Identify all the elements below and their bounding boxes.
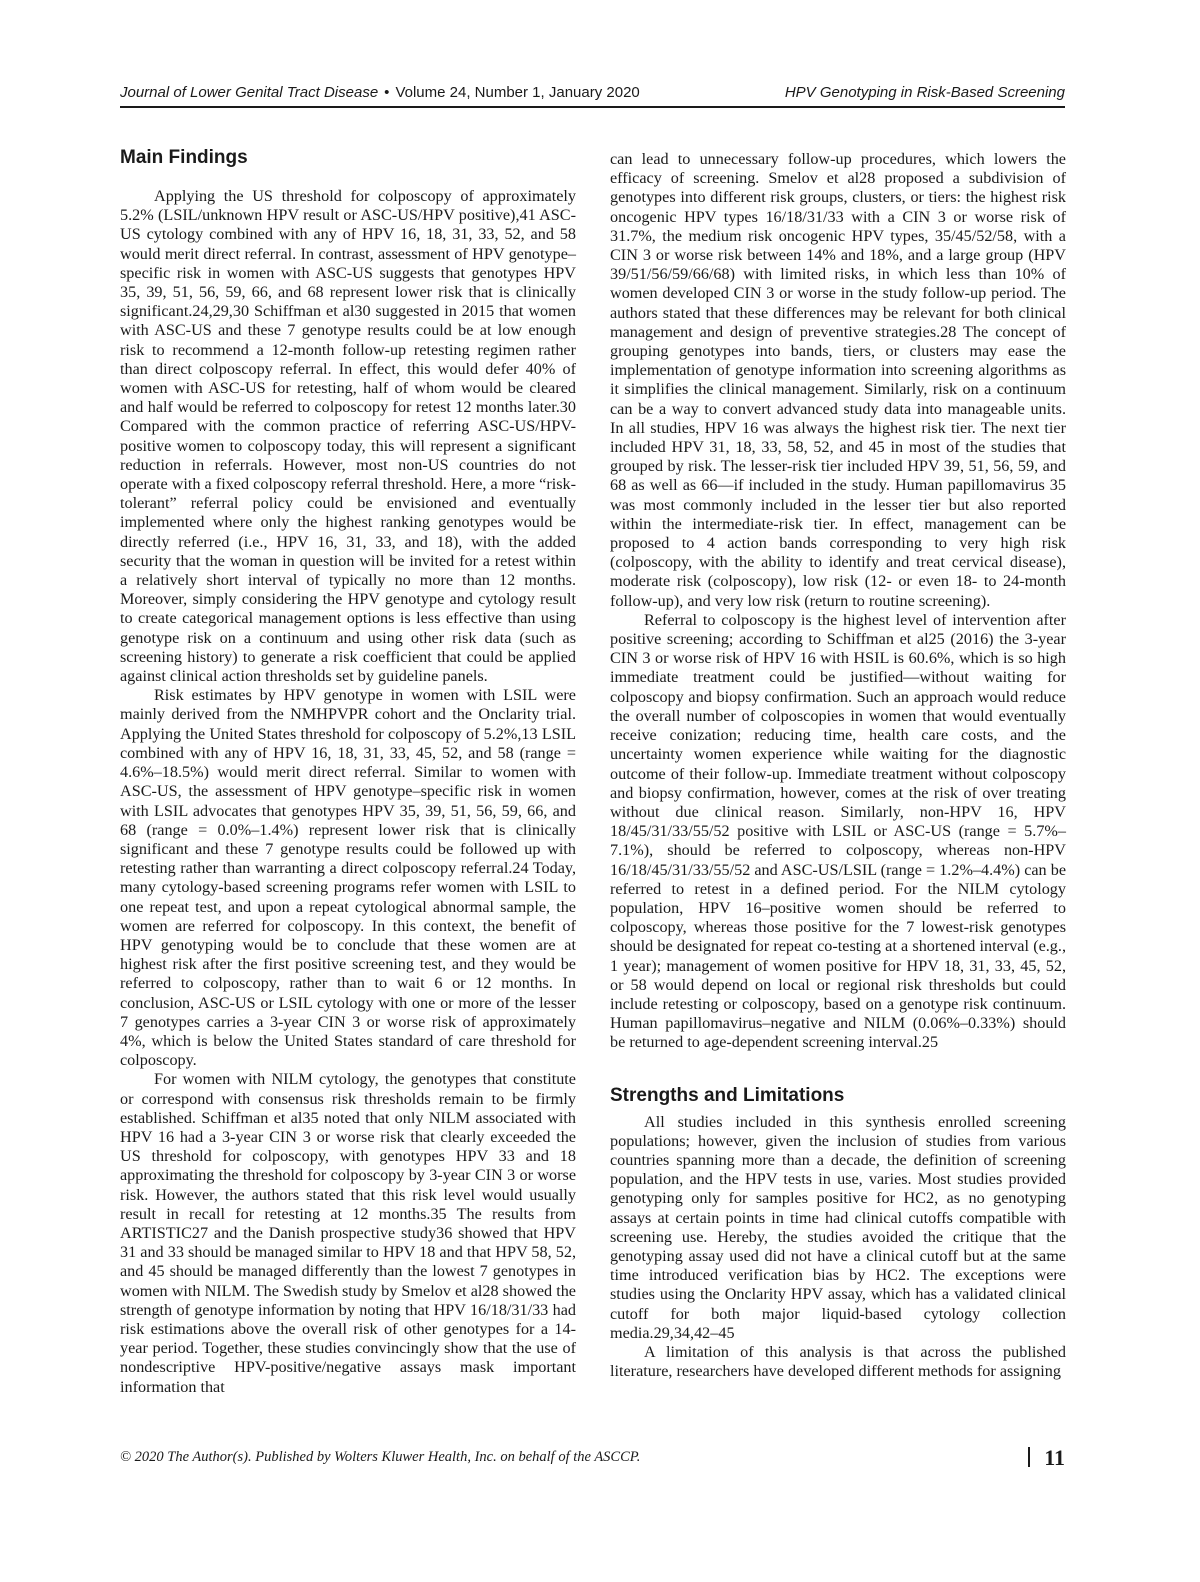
paragraph: can lead to unnecessary follow-up procedures, which lowers the efficacy of screening. Smelov et al28 proposed a subdivision of genotypes into different risk groups, clusters, or tiers: the highest risk oncogenic HPV types 16/18/31/33 with a CIN 3 or worse risk of 31.7%, the medium risk oncogenic HPV types, 35/45/52/58, with a CIN 3 or worse risk between 14% and 18%, and a large group (HPV 39/51/56/59/66/68) with limited risks, in which less than 10% of women developed CIN 3 or worse in the study follow-up period. The authors stated that these differences may be relevant for both clinical management and design of preventive strategies.28 The concept of grouping genotypes into bands, tiers, or clusters may ease the implementation of genotype information into screening algorithms as it simplifies the clinical management. Similarly, risk on a continuum can be a way to convert advanced study data into manageable units. In all studies, HPV 16 was always the highest risk tier. The next tier included HPV 31, 18, 33, 58, 52, and 45 in most of the studies that grouped by risk. The lesser-risk tier included HPV 39, 51, 56, 59, and 68 as well as 66—if included in the study. Human papillomavirus 35 was most commonly included in the lesser tier but also reported within the intermediate-risk tier. In effect, management can be proposed to 4 action bands corresponding to very high risk (colposcopy, with the ability to identify and treat cervical disease), moderate risk (colposcopy), low risk (12- or even 18- to 24-month follow-up), and very low risk (return to routine screening). — [610, 150, 1066, 610]
left-column — [120, 147, 576, 1397]
divider-bar — [1028, 1447, 1030, 1467]
running-header — [120, 84, 1065, 108]
running-title: HPV Genotyping in Risk-Based Screening — [784, 84, 1065, 101]
right-column — [610, 150, 1066, 1381]
paragraph: Applying the US threshold for colposcopy of approximately 5.2% (LSIL/unknown HPV result or ASC-US/HPV positive),41 ASC-US cytology combined with any of HPV 16, 18, 31, 33, 52, and 58 would merit direct referral. In contrast, assessment of HPV genotype–specific risk in women with ASC-US suggests that genotypes HPV 35, 39, 51, 56, 59, 66, and 68 represent lower risk that is clinically significant.24,29,30 Schiffman et al30 suggested in 2015 that women with ASC-US and these 7 genotype results could be at low enough risk to recommend a 12-month follow-up retesting regimen rather than direct colposcopy referral. In effect, this would defer 40% of women with ASC-US for retesting, half of whom would be cleared and half would be referred to colposcopy for retest 12 months later.30 Compared with the common practice of referring ASC-US/HPV-positive women to colposcopy today, this will represent a significant reduction in referrals. However, most non-US countries do not operate with a fixed colposcopy referral threshold. Here, a more “risk-tolerant” referral policy could be envisioned and eventually implemented where only the highest ranking genotypes would be directly referred (i.e., HPV 16, 31, 33, and 18), with the added security that the woman in question will be invited for a retest within a relatively short interval of typically no more than 12 months. Moreover, simply considering the HPV genotype and cytology result to create categorical management options is less effective than using genotype risk on a continuum and using other risk data (such as screening history) to generate a risk coefficient that could be applied against clinical action thresholds set by guideline panels. — [120, 187, 576, 686]
page-footer — [120, 1445, 1065, 1475]
section-heading-strengths-limitations: Strengths and Limitations — [610, 1084, 845, 1106]
paragraph: A limitation of this analysis is that across the published literature, researchers have developed different methods for assigning — [610, 1342, 1066, 1381]
journal-name: Journal of Lower Genital Tract Disease — [120, 84, 379, 101]
header-journal-info — [120, 84, 640, 101]
paragraph: For women with NILM cytology, the genotypes that constitute or correspond with consensus risk thresholds remain to be firmly established. Schiffman et al35 noted that only NILM associated with HPV 16 had a 3-year CIN 3 or worse risk that clearly exceeded the US threshold for colposcopy, with genotypes HPV 33 and 18 approximating the threshold for colposcopy by 3-year CIN 3 or worse risk. However, the authors stated that this risk level would usually result in recall for retesting at 12 months.35 The results from ARTISTIC27 and the Danish prospective study36 showed that HPV 31 and 33 should be managed similar to HPV 18 and that HPV 58, 52, and 45 should be managed differently than the lowest 7 genotypes in women with NILM. The Swedish study by Smelov et al28 showed the strength of genotype information by noting that HPV 16/18/31/33 had risk estimations above the overall risk of other genotypes for a 14-year period. Together, these studies convincingly show that the use of nondescriptive HPV-positive/negative assays mask important information that — [120, 1070, 576, 1396]
paragraph: All studies included in this synthesis enrolled screening populations; however, given the inclusion of studies from various countries spanning more than a decade, the definition of screening population, and the HPV tests in use, varies. Most studies provided genotyping only for samples positive for HC2, as no genotyping assays at certain points in time had clinical cutoffs compatible with screening use. Hereby, the studies avoided the critique that the genotyping assay used did not have a clinical cutoff but at the same time introduced verification bias by HC2. The exceptions were studies using the Onclarity HPV assay, which has a validated clinical cutoff for both major liquid-based cytology collection media.29,34,42–45 — [610, 1112, 1066, 1342]
header-separator: • — [384, 84, 390, 101]
page-number: 11 — [1044, 1445, 1065, 1470]
section-heading-main-findings: Main Findings — [120, 147, 248, 168]
issue-info: Volume 24, Number 1, January 2020 — [395, 84, 640, 101]
copyright-notice: © 2020 The Author(s). Published by Wolters Kluwer Health, Inc. on behalf of the ASCCP. — [120, 1449, 641, 1465]
paragraph: Referral to colposcopy is the highest level of intervention after positive screening; according to Schiffman et al25 (2016) the 3-year CIN 3 or worse risk of HPV 16 with HSIL is 60.6%, which is so high immediate treatment could be justified—without waiting for colposcopy and biopsy confirmation. Such an approach would reduce the overall number of colposcopies in women that would eventually receive conization; reducing time, health care costs, and the uncertainty women experience while waiting for the diagnostic outcome of their follow-up. Immediate treatment without colposcopy and biopsy confirmation, however, comes at the risk of over treating without due clinical reason. Similarly, non-HPV 16, HPV 18/45/31/33/55/52 positive with LSIL or ASC-US (range = 5.7%–7.1%), should be referred to colposcopy, whereas non-HPV 16/18/45/31/33/55/52 and ASC-US/LSIL (range = 1.2%–4.4%) can be referred to retest in a defined period. For the NILM cytology population, HPV 16–positive women should be referred to colposcopy, whereas those positive for the 7 lowest-risk genotypes should be designated for repeat co-testing at a shortened interval (e.g., 1 year); management of women positive for HPV 18, 31, 33, 45, 52, or 58 would depend on local or regional risk thresholds but could include retesting or colposcopy, based on a genotype risk continuum. Human papillomavirus–negative and NILM (0.06%–0.33%) should be returned to age-dependent screening interval.25 — [610, 610, 1066, 1052]
page-number-block — [1028, 1445, 1065, 1471]
paragraph: Risk estimates by HPV genotype in women with LSIL were mainly derived from the NMHPVPR cohort and the Onclarity trial. Applying the United States threshold for colposcopy of 5.2%,13 LSIL combined with any of HPV 16, 18, 31, 33, 45, 52, and 58 (range = 4.6%–18.5%) would merit direct referral. Similar to women with ASC-US, the assessment of HPV genotype–specific risk in women with LSIL advocates that genotypes HPV 35, 39, 51, 56, 59, 66, and 68 (range = 0.0%–1.4%) represent lower risk that is clinically significant and these 7 genotype results could be followed up with retesting rather than warranting a direct colposcopy referral.24 Today, many cytology-based screening programs refer women with LSIL to one repeat test, and upon a repeat cytological abnormal sample, the women are referred for colposcopy. In this context, the benefit of HPV genotyping would be to conclude that these women are at highest risk after the first positive screening test, and they would be referred to colposcopy, rather than to wait 6 or 12 months. In conclusion, ASC-US or LSIL cytology with one or more of the lesser 7 genotypes carries a 3-year CIN 3 or worse risk of approximately 4%, which is below the United States standard of care threshold for colposcopy. — [120, 686, 576, 1070]
